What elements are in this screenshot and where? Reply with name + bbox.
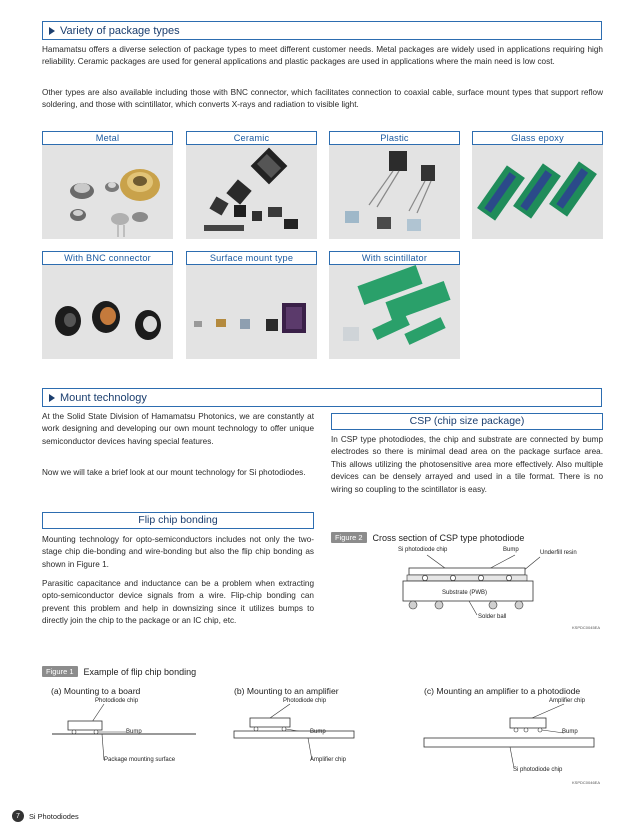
metal-package-photo (42, 145, 173, 239)
fig1c-bump-label: Bump (562, 729, 578, 735)
package-scintillator (329, 251, 460, 359)
fig1a-chip-label: Photodiode chip (95, 698, 139, 704)
package-label-ceramic: Ceramic (186, 131, 317, 145)
bnc-package-photo (42, 265, 173, 359)
mount-technology-heading-text: Mount technology (60, 391, 147, 404)
figure-1-title (42, 666, 196, 677)
mount-intro-para-1: At the Solid State Division of Hamamatsu Photonics, we are constantly at work designing and developing our own mount technology to offer unique semiconductor devices having special features. (42, 412, 314, 446)
mount-technology-heading (42, 388, 602, 407)
package-label-metal: Metal (42, 131, 173, 145)
fig2-bump-label: Bump (503, 547, 519, 553)
figure-2-tag: Figure 2 (331, 532, 367, 543)
fig2-code: KSPDC0045EA (572, 625, 601, 630)
package-ceramic (186, 131, 317, 239)
fig1c-chip-label: Amplifier chip (549, 698, 586, 704)
page-footer (12, 810, 79, 822)
flip-chip-para-2: Parasitic capacitance and inductance can be a problem when extracting opto-semiconductor device signals from a wire. Flip-chip bonding can prevent this problem and help in downsizing since it utilizes bumps to directly join the chip to the package or an IC chip, etc. (42, 579, 314, 626)
package-plastic (329, 131, 460, 239)
figure-1-title-text: Example of flip chip bonding (83, 666, 197, 677)
plastic-package-photo (329, 145, 460, 239)
fig1b-amp-label: Amplifier chip (310, 757, 347, 763)
fig1-code: KSPDC0046EA (572, 780, 601, 785)
csp-heading: CSP (chip size package) (331, 413, 603, 430)
ceramic-package-photo (186, 145, 317, 239)
fig1c-diagram (418, 700, 602, 776)
package-label-surface-mount: Surface mount type (186, 251, 317, 265)
footer-title: Si Photodiodes (29, 811, 79, 821)
package-types-heading-text: Variety of package types (60, 24, 180, 37)
page-number: 7 (12, 810, 24, 822)
fig2-underfill-label: Underfill resin (540, 550, 577, 556)
package-surface-mount (186, 251, 317, 359)
package-types-heading (42, 21, 602, 40)
triangle-bullet-icon (49, 394, 55, 402)
fig1a-surface-label: Package mounting surface (104, 757, 176, 763)
flip-chip-para-1: Mounting technology for opto-semiconductors includes not only the two-stage chip die-bonding and wire-bonding but also the flip chip bonding as shown in Figure 1. (42, 535, 314, 569)
package-glass-epoxy (472, 131, 603, 239)
csp-para: In CSP type photodiodes, the chip and substrate are connected by bump electrodes so there is minimal dead area on the package surface area. This allows utilizing the photosensitive area more effectively. Also multiple devices can be densely arrayed and used in a tile format. There is no wiring so coupling to the scintillator is easy. (331, 435, 603, 494)
package-types-para-2: Other types are also available including those with BNC connector, which facilitates connection to coaxial cable, surface mount types that support reflow soldering, and those with scintillator, which converts X-rays and radiation to visible light. (42, 88, 603, 110)
fig1c-pd-label: Si photodiode chip (513, 767, 563, 773)
fig2-solder-label: Solder ball (478, 614, 507, 620)
scintillator-package-photo (329, 265, 460, 359)
fig1b-bump-label: Bump (310, 729, 326, 735)
surface-mount-package-photo (186, 265, 317, 359)
triangle-bullet-icon (49, 27, 55, 35)
fig1c-caption: (c) Mounting an amplifier to a photodiode (424, 686, 581, 696)
figure-2-title-text: Cross section of CSP type photodiode (372, 532, 525, 543)
fig1b-caption: (b) Mounting to an amplifier (234, 686, 339, 696)
package-metal (42, 131, 173, 239)
fig1b-diagram (230, 700, 380, 766)
package-label-plastic: Plastic (329, 131, 460, 145)
fig2-chip-label: Si photodiode chip (398, 547, 448, 553)
flip-chip-heading: Flip chip bonding (42, 512, 314, 529)
package-bnc (42, 251, 173, 359)
package-types-para-1: Hamamatsu offers a diverse selection of package types to meet different customer needs. Metal packages are widely used in applications requiring high reliability. Ceramic packages are used for general applications and plastic packages are used in applications where the main need is low cost. (42, 45, 603, 67)
figure-2-title (331, 532, 524, 543)
mount-intro-para-2: Now we will take a brief look at our mount technology for Si photodiodes. (42, 468, 306, 477)
package-label-bnc: With BNC connector (42, 251, 173, 265)
package-label-scintillator: With scintillator (329, 251, 460, 265)
fig2-substrate-label: Substrate (PWB) (442, 590, 488, 596)
fig1a-bump-label: Bump (126, 729, 142, 735)
csp-cross-section-diagram (395, 553, 545, 621)
figure-1-tag: Figure 1 (42, 666, 78, 677)
fig1a-caption: (a) Mounting to a board (51, 686, 141, 696)
glass-epoxy-package-photo (472, 145, 603, 239)
package-label-glass-epoxy: Glass epoxy (472, 131, 603, 145)
fig1b-chip-label: Photodiode chip (283, 698, 327, 704)
